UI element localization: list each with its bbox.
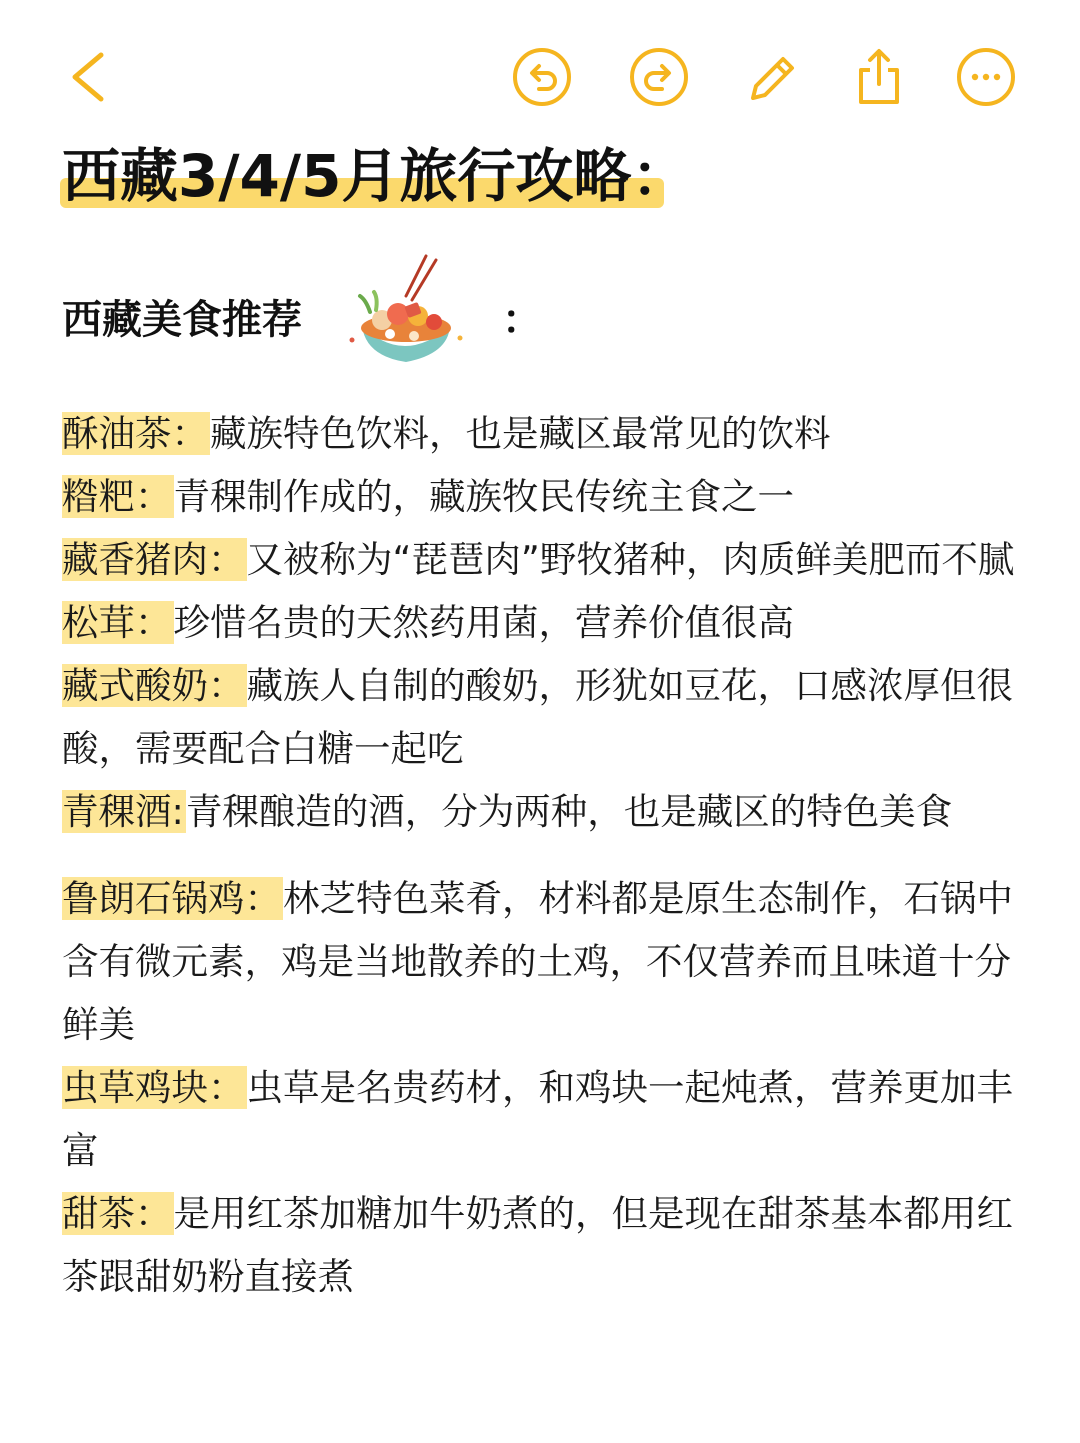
- hotpot-bowl-illustration: [340, 250, 470, 380]
- note-toolbar: [0, 0, 1080, 150]
- edit-button[interactable]: [741, 46, 803, 108]
- item-text: 虫草是名贵药材，和鸡块一起炖煮，营养更加丰富: [62, 1066, 1013, 1172]
- item-text: 是用红茶加糖加牛奶煮的，但是现在甜茶基本都用红茶跟甜奶粉直接煮: [62, 1192, 1013, 1298]
- note-title-block: [60, 138, 690, 218]
- share-icon: [848, 46, 910, 108]
- section-title: 西藏美食推荐: [62, 297, 302, 343]
- list-item: [62, 402, 1022, 465]
- food-list: [62, 402, 1022, 1308]
- item-label: 藏香猪肉：: [62, 538, 245, 581]
- item-label: 鲁朗石锅鸡：: [62, 877, 281, 920]
- back-button[interactable]: [56, 44, 122, 110]
- item-text: 青稞制作成的，藏族牧民传统主食之一: [173, 475, 794, 518]
- list-item: [62, 1182, 1022, 1308]
- item-label: 甜茶：: [62, 1192, 172, 1235]
- section-title-colon: ：: [502, 297, 542, 343]
- list-item: [62, 1056, 1022, 1182]
- more-icon: [955, 46, 1017, 108]
- item-label: 虫草鸡块：: [62, 1066, 245, 1109]
- item-label: 酥油茶：: [62, 412, 208, 455]
- share-button[interactable]: [848, 46, 910, 108]
- item-label: 松茸：: [62, 601, 172, 644]
- section-heading: [60, 250, 660, 390]
- undo-button[interactable]: [511, 46, 573, 108]
- item-text: 珍惜名贵的天然药用菌，营养价值很高: [173, 601, 794, 644]
- redo-icon: [628, 46, 690, 108]
- undo-icon: [511, 46, 573, 108]
- item-text: 藏族人自制的酸奶，形犹如豆花，口感浓厚但很酸，需要配合白糖一起吃: [62, 664, 1013, 770]
- item-label: 藏式酸奶：: [62, 664, 245, 707]
- item-text: 青稞酿造的酒，分为两种，也是藏区的特色美食: [185, 790, 953, 833]
- note-title: 西藏3/4/5月旅行攻略：: [62, 142, 690, 210]
- item-text: 林芝特色菜肴，材料都是原生态制作，石锅中含有微元素，鸡是当地散养的土鸡，不仅营养而且味道十分鲜美: [62, 877, 1013, 1046]
- item-label: 青稞酒:: [62, 790, 184, 833]
- item-text: 藏族特色饮料，也是藏区最常见的饮料: [210, 412, 831, 455]
- pencil-icon: [741, 46, 803, 108]
- list-item: [62, 528, 1022, 591]
- list-item: [62, 591, 1022, 654]
- list-item: [62, 465, 1022, 528]
- chevron-left-icon: [59, 47, 119, 107]
- list-item: [62, 654, 1022, 780]
- list-item: [62, 780, 1022, 843]
- more-button[interactable]: [955, 46, 1017, 108]
- redo-button[interactable]: [628, 46, 690, 108]
- item-label: 糌粑：: [62, 475, 172, 518]
- item-text: 又被称为“琵琶肉”野牧猪种，肉质鲜美肥而不腻: [246, 538, 1015, 581]
- list-item: [62, 867, 1022, 1056]
